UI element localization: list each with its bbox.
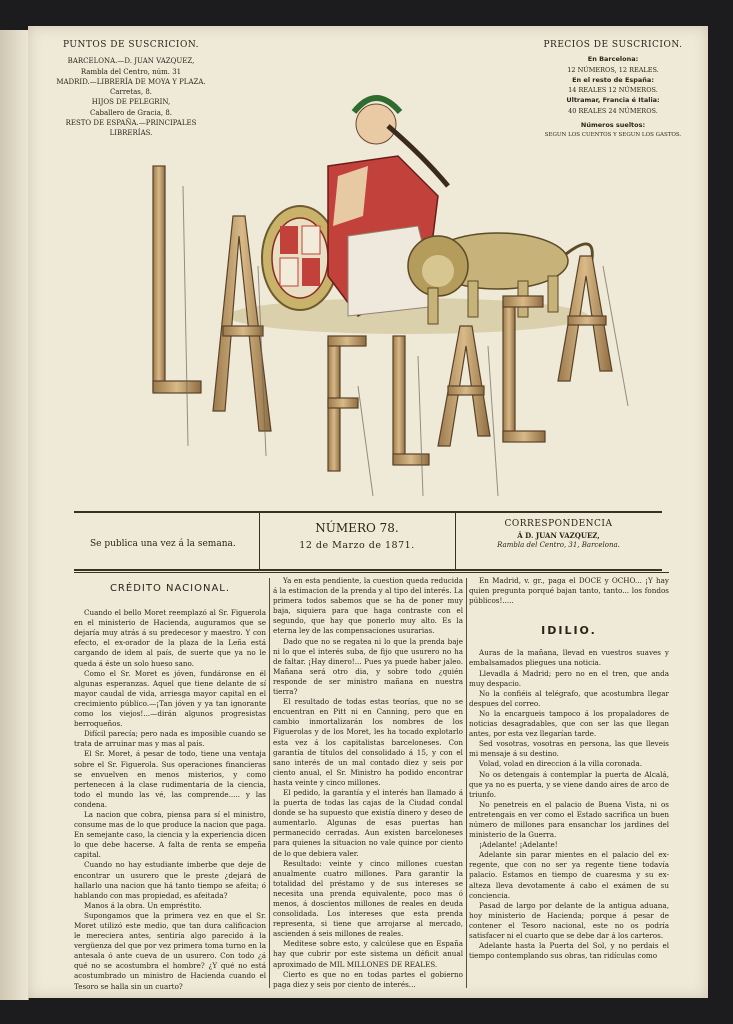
article-title: CRÉDITO NACIONAL.	[109, 583, 231, 594]
paragraph: Supongamos que la primera vez en que el Sr. Moret utilizó este medio, que tan dura calificacion le mereciera antes, sentiría algo parecido á la vergüenza del que por vez primera toma turno en la antesala ó ante cueva de un usurero. Con todo ¿á qué no se acostumbra el hombre? ¿Y qué no está acostumbrado un ministro de Hacienda cuando el Tesoro se halla sin un cuarto?	[74, 910, 266, 991]
paragraph: No os detengais á contemplar la puerta de Alcalá, que ya no es puerta, y se viene dando aires de arco de triunfo.	[469, 769, 669, 799]
paragraph: No la encargueis tampoco á los propaladores de noticias desagradables, que con ser las que llegan antes, por esta vez llegarían tarde.	[469, 708, 669, 739]
subscription-line: RESTO DE ESPAÑA.—PRINCIPALES	[65, 119, 197, 128]
paragraph: La nacion que cobra, piensa para sí el ministro, consume mas de lo que produce la nacion que paga. En semejante caso, la ciencia y la experiencia dicen lo que debe hacerse. A falta de renta se empeña capital.	[74, 809, 266, 860]
subscription-line: HIJOS DE PELEGRIN,	[91, 98, 171, 107]
article-title: IDILIO.	[541, 624, 597, 638]
subscription-line: Caballero de Gracia, 8.	[89, 108, 172, 117]
article-credito-nacional	[74, 576, 266, 992]
masthead-illustration	[28, 26, 708, 506]
logo-text: LA FLACA	[28, 26, 34, 27]
paragraph: Auras de la mañana, llevad en vuestros suaves y embalsamados pliegues una noticia.	[469, 648, 669, 668]
correspondence-name: Á D. JUAN VAZQUEZ,	[517, 531, 600, 540]
paragraph: Cierto es que no en todas partes el gobierno paga diez y seis por ciento de interés...	[273, 969, 463, 989]
paragraph: El Sr. Moret, á pesar de todo, tiene una ventaja sobre el Sr. Figuerola. Sus operaciones financieras se envuelven en menos misterios, y como pertenecen á la clase rudimentaria de la ciencia, todo el mundo las vé, las comprende..... y las condena.	[74, 749, 266, 809]
paragraph: Adelante sin parar mientes en el palacio del ex-regente, que con no ser ya regente tiene todavía palacio. Estamos en tiempo de cuaresma y su ex-alteza lleva devotamente á cabo el exámen de su conciencia.	[469, 850, 669, 900]
newspaper-page	[28, 26, 708, 998]
subscription-line: LIBRERÍAS.	[109, 129, 153, 138]
paragraph: El resultado de todas estas teorías, que no se encuentran en Pitt ni en Canning, pero que en cambio inmortalizarán los nombres de los Figuerolas y de los Moret, les ha tocado explotarlo esta vez á los capitalistas barceloneses. Con garantía de títulos del consolidado á 15, y con el sano interés de un mal contado diez y seis por ciento anual, el Sr. Ministro ha podido encontrar hasta veinte y cinco millones.	[273, 697, 463, 787]
paragraph: Dado que no se regatea ni lo que la prenda baje ni lo que el interés suba, de fijo que usurero no ha de faltar. ¡Hay dinero!... Pues ya puede haber jaleo. Mañana será otro dia, y sobre todo ¿quién responde de ser ministro mañana en nuestra tierra?	[273, 636, 463, 697]
info-band	[74, 511, 662, 571]
adjacent-page-edge	[0, 30, 29, 1000]
paragraph: Pasad de largo por delante de la antigua aduana, hoy ministerio de Hacienda; porque á pesar de contener el Tesoro nacional, este no os podría satisfacer ni el cuarto que se debe dar á los carteros.	[469, 900, 669, 940]
paragraph: No penetreis en el palacio de Buena Vista, ni os entretengais en ver como el Estado sacrifica un buen número de millones para ensanchar los jardines del ministerio de la Guerra.	[469, 799, 669, 840]
correspondence-title: CORRESPONDENCIA	[504, 519, 613, 529]
coat-of-arms-shield-icon	[262, 206, 338, 310]
issue-date: 12 de Marzo de 1871.	[299, 540, 415, 551]
subscription-line: Rambla del Centro, núm. 31	[80, 67, 182, 76]
column-divider	[466, 578, 467, 988]
subscription-line: Carretas, 8.	[109, 88, 153, 97]
paragraph: Adelante hasta la Puerta del Sol, y no perdais el tiempo contemplando sus obras, tan ridículas como	[469, 941, 669, 961]
paragraph: Meditese sobre esto, y calcúlese que en España hay que cubrir por este sistema un déficit anual aproximado de MIL MILLONES DE REALES.	[273, 939, 463, 969]
article-idilio	[469, 576, 669, 961]
issue-number: NÚMERO 78.	[315, 521, 399, 535]
subscription-line: MADRID.—LIBRERÍA DE MOYA Y PLAZA.	[56, 77, 206, 86]
paragraph: En Madrid, v. gr., paga el DOCE y OCHO... ¡Y hay quien pregunta porqué bajan tanto, tanto... los fondos públicos!.....	[469, 576, 669, 606]
column-divider	[269, 578, 270, 988]
paragraph: ¡Adelante! ¡Adelante!	[479, 840, 558, 850]
paragraph: Ya en esta pendiente, la cuestion queda reducida á la estimacion de la prenda y al tipo del interés. La primera todos sabemos que se ha de poner muy baja, siquiera para que haga contraste con el segundo, que hay que ponerlo muy alto. Es la eterna ley de las compensaciones usurarias.	[273, 576, 463, 636]
paragraph: Sed vosotras, vosotras en persona, las que lleveis mi mensaje á su destino.	[469, 739, 669, 759]
subscription-line: BARCELONA.—D. JUAN VAZQUEZ,	[67, 57, 195, 66]
price-line: SEGUN LOS CUENTOS Y SEGUN LOS GASTOS.	[544, 132, 682, 139]
paragraph: Llevadla á Madrid; pero no en el tren, que anda muy despacio.	[469, 668, 669, 688]
paragraph: Como el Sr. Moret es jóven, fundáronse en él algunas esperanzas. Aquel que tiene delante de sí mayor caudal de vida, arriesga mayor capital en el crecimiento público.—¡Tan jóven y ya tan ignorante como los viejos!...—dirán algunos progresistas berroqueños.	[74, 668, 266, 729]
paragraph: Resultado: veinte y cinco millones cuestan anualmente cuatro millones. Para garantir la totalidad del préstamo y de sus intereses se necesita una prenda equivalente, poco mas ó menos, á doscientos millones de reales en deuda consolidada. Los intereses que esta prenda representa, si tiene que arrojarse al mercado, ascienden á seis millones de reales.	[273, 858, 463, 939]
correspondence-address: Rambla del Centro, 31, Barcelona.	[497, 541, 620, 549]
price-line: 40 REALES 24 NÚMEROS.	[568, 106, 658, 115]
paragraph: Cuando no hay estudiante imberbe que deje de encontrar un usurero que le preste ¿dejará de hallarlo una nacion que há tanto tiempo se afeita; ó hablando con mas propiedad, es afeitada?	[74, 860, 266, 900]
paragraph: Cuando el bello Moret reemplazó al Sr. Figuerola en el ministerio de Hacienda, auguramos que se dejaría muy atrás á su predecesor y maestro. Y con efecto, el ex-orador de la plaza de la Leña está cargando de idem al país, de suerte que ya no le queda á éste un solo hueso sano.	[74, 608, 266, 668]
publication-frequency: Se publica una vez á la semana.	[90, 539, 236, 549]
paragraph: Volad, volad en direccion á la villa coronada.	[479, 759, 642, 769]
price-region: En Barcelona:	[587, 55, 639, 64]
subscription-points-header: PUNTOS DE SUSCRICION.	[62, 40, 200, 50]
price-line: 12 NÚMEROS, 12 REALES.	[567, 65, 659, 74]
subscription-prices-header: PRECIOS DE SUSCRICION.	[543, 40, 683, 50]
article-continuation	[273, 576, 463, 990]
paragraph: El pedido, la garantía y el interés han llamado á la puerta de todas las cajas de la Ciudad condal donde se ha supuesto que existía dinero y deseo de aumentarlo. Algunas de esas puertas han permanecido cerradas. Aun existen barceloneses para quienes la situacion no vale quince por ciento de lo que debiera valer.	[273, 787, 463, 858]
price-region: Números sueltos:	[580, 121, 646, 130]
price-region: Ultramar, Francia é Italia:	[566, 96, 660, 105]
paragraph: Difícil parecía; pero nada es imposible cuando se trata de arruinar mas y mas al país.	[74, 729, 266, 749]
price-line: 14 REALES 12 NÚMEROS.	[568, 86, 658, 95]
paragraph: No la confiéis al telégrafo, que acostumbra llegar despues del correo.	[469, 688, 669, 708]
column-top-rule	[74, 572, 669, 573]
paragraph: Manos á la obra. Un empréstito.	[84, 900, 202, 910]
price-region: En el resto de España:	[572, 75, 654, 84]
